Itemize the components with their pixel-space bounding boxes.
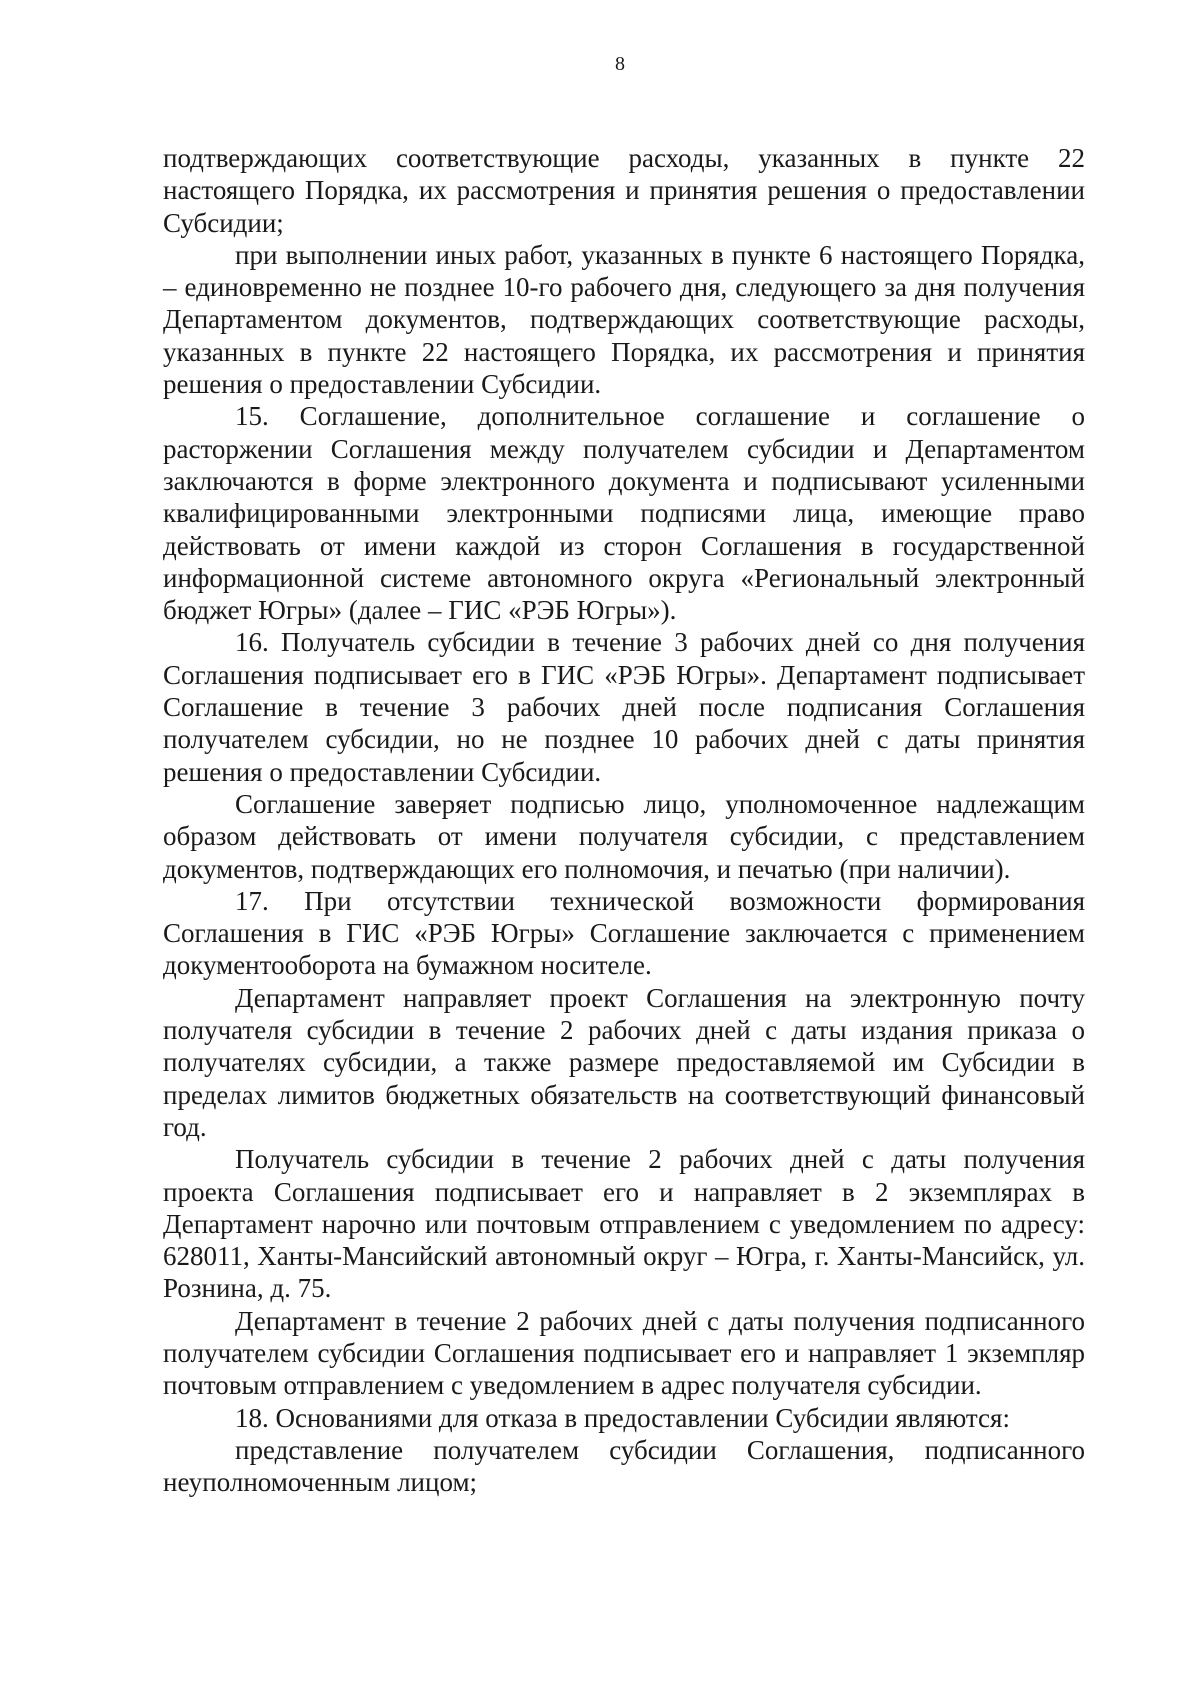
paragraph-clause-18: 18. Основаниями для отказа в предоставлении Субсидии являются:: [235, 1402, 1010, 1433]
paragraph-recipient-signing: Получатель субсидии в течение 2 рабочих дней с даты получения проекта Соглашения подписывает его и направляет в 2 экземплярах в Департамент нарочно или почтовым отправлением с уведомлением по адресу: 628011, Ханты-Мансийский автономный округ – Югра, г. Ханты-Мансийск, ул. Рознина, д. 75.: [163, 1144, 1085, 1304]
paragraph-draft-sending: Департамент направляет проект Соглашения на электронную почту получателя субсидии в течение 2 рабочих дней с даты издания приказа о получателях субсидии, а также размере предоставляемой им Субсидии в пределах лимитов бюджетных обязательств на соответствующий финансовый год.: [163, 982, 1085, 1142]
paragraph-other-works: при выполнении иных работ, указанных в пункте 6 настоящего Порядка, – единовременно не позднее 10-го рабочего дня, следующего за дня получения Департаментом документов, подтверждающих соответствующие расходы, указанных в пункте 22 настоящего Порядка, их рассмотрения и принятия решения о предоставлении Субсидии.: [163, 239, 1085, 400]
paragraph-agreement-signature: Соглашение заверяет подписью лицо, уполномоченное надлежащим образом действовать от имени получателя субсидии, с представлением документов, подтверждающих его полномочия, и печатью (при наличии).: [163, 788, 1085, 884]
page-number: 8: [615, 53, 625, 75]
paragraph-clause-17: 17. При отсутствии технической возможности формирования Соглашения в ГИС «РЭБ Югры» Соглашение заключается с применением документооборота на бумажном носителе.: [163, 885, 1085, 981]
paragraph-clause-16: 16. Получатель субсидии в течение 3 рабочих дней со дня получения Соглашения подписывает его в ГИС «РЭБ Югры». Департамент подписывает Соглашение в течение 3 рабочих дней после подписания Соглашения получателем субсидии, но не позднее 10 рабочих дней с даты принятия решения о предоставлении Субсидии.: [163, 627, 1085, 787]
paragraph-refusal-reason: представление получателем субсидии Соглашения, подписанного неуполномоченным лицом;: [163, 1434, 1085, 1498]
paragraph-clause-15: 15. Соглашение, дополнительное соглашение и соглашение о расторжении Соглашения между получателем субсидии и Департаментом заключаются в форме электронного документа и подписывают усиленными квалифицированными электронными подписями лица, имеющие право действовать от имени каждой из сторон Соглашения в государственной информационной системе автономного округа «Региональный электронный бюджет Югры» (далее – ГИС «РЭБ Югры»).: [163, 401, 1085, 626]
paragraph-continuation: подтверждающих соответствующие расходы, указанных в пункте 22 настоящего Порядка, их рассмотрения и принятия решения о предоставлении Субсидии;: [163, 143, 1085, 238]
document-body: [163, 142, 1085, 1498]
paragraph-department-signing: Департамент в течение 2 рабочих дней с даты получения подписанного получателем субсидии Соглашения подписывает его и направляет 1 экземпляр почтовым отправлением с уведомлением в адрес получателя субсидии.: [163, 1305, 1085, 1401]
